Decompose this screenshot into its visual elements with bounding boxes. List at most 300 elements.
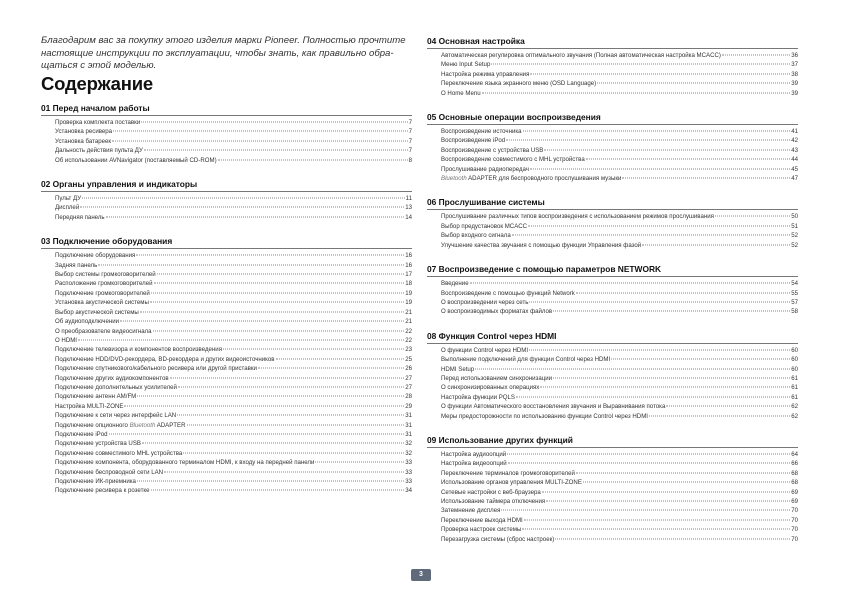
toc-section [427, 36, 798, 98]
section-title[interactable]: 01 Перед началом работы [41, 103, 412, 116]
toc-entry[interactable] [427, 478, 798, 487]
toc-entry[interactable] [427, 212, 798, 221]
toc-entry-label [41, 458, 314, 467]
dot-leader [722, 55, 790, 56]
toc-entry-label [41, 298, 149, 307]
toc-entry-text: Настройка режима управления [441, 70, 530, 78]
toc-entry[interactable] [41, 270, 412, 279]
dot-leader [157, 274, 405, 275]
toc-entry-label [427, 241, 641, 250]
toc-entry-text: Воспроизведение совместимого с MHL устройства [441, 156, 585, 164]
toc-column-left [41, 103, 412, 510]
dot-leader [315, 462, 404, 463]
toc-entry[interactable] [41, 383, 412, 392]
toc-entry-label [41, 270, 156, 279]
toc-entry-page: 23 [405, 346, 412, 354]
toc-entry-page: 14 [405, 213, 412, 221]
intro-line: щаться с этой моделью. [41, 60, 157, 72]
bluetooth-brand-text: Bluetooth [129, 421, 156, 429]
toc-entry[interactable] [41, 430, 412, 439]
toc-entry[interactable] [427, 79, 798, 88]
dot-leader [544, 149, 790, 150]
toc-entry-text: Передняя панель [55, 213, 105, 221]
toc-entry-text: Воспроизведение с устройства USB [441, 146, 544, 154]
dot-leader [715, 216, 790, 217]
toc-entry-page: 19 [405, 299, 412, 307]
toc-entry-page: 64 [791, 450, 798, 458]
toc-entry-label [41, 251, 135, 260]
dot-leader [78, 339, 404, 340]
toc-entry-page: 44 [791, 156, 798, 164]
toc-entry-text: Переключение языка экранного меню (OSD Language) [441, 80, 597, 88]
toc-section [41, 179, 412, 222]
section-title[interactable]: 08 Функция Control через HDMI [427, 331, 798, 344]
toc-entry-label [41, 289, 150, 298]
toc-entry-text: Дальность действия пульта ДУ [55, 147, 143, 155]
toc-entry-text: Подключение к сети через интерфейс LAN [55, 412, 177, 420]
dot-leader [475, 368, 790, 369]
toc-entry-label [41, 383, 177, 392]
dot-leader [137, 396, 404, 397]
toc-entry-label [427, 346, 528, 355]
toc-entry-text: Введение [441, 280, 469, 288]
toc-entry-page: 33 [405, 468, 412, 476]
toc-entry[interactable] [427, 469, 798, 478]
dot-leader [120, 321, 404, 322]
toc-entry[interactable] [427, 241, 798, 250]
toc-entry-label [427, 393, 515, 402]
dot-leader [141, 122, 407, 123]
dot-leader [491, 64, 790, 65]
section-title[interactable]: 07 Воспроизведение с помощью параметров NETWORK [427, 264, 798, 277]
toc-entry[interactable] [427, 231, 798, 240]
dot-leader [136, 255, 404, 256]
dot-leader [642, 244, 790, 245]
toc-entry-page: 60 [791, 365, 798, 373]
toc-entry-label [41, 421, 186, 430]
toc-entry[interactable] [41, 251, 412, 260]
toc-entry-text: Перед использованием синхронизации [441, 374, 553, 382]
toc-entry[interactable] [41, 308, 412, 317]
toc-entry[interactable] [41, 261, 412, 270]
toc-entry-text: Подключение громкоговорителей [55, 289, 150, 297]
toc-entry-label [41, 336, 77, 345]
dot-leader [583, 482, 790, 483]
dot-leader [553, 311, 790, 312]
toc-entry-page: 69 [791, 498, 798, 505]
toc-entry[interactable] [41, 392, 412, 401]
toc-entry-page: 21 [405, 318, 412, 326]
toc-section [41, 236, 412, 496]
toc-entry-page: 69 [791, 488, 798, 496]
dot-leader [151, 490, 405, 491]
toc-entry-text: Меры предосторожности по использованию функции Control через HDMI [441, 412, 648, 420]
toc-entry[interactable] [427, 51, 798, 60]
dot-leader [82, 198, 405, 199]
toc-entry-page: 17 [405, 271, 412, 279]
dot-leader [597, 83, 790, 84]
toc-entry[interactable] [427, 289, 798, 298]
section-title[interactable]: 09 Использование других функций [427, 435, 798, 448]
toc-section [41, 103, 412, 165]
dot-leader [524, 519, 790, 520]
toc-entry[interactable] [427, 412, 798, 421]
toc-entry-label [427, 298, 528, 307]
toc-entry-label [427, 497, 545, 506]
section-title[interactable]: 04 Основная настройка [427, 36, 798, 49]
dot-leader [649, 415, 790, 416]
toc-entry-text: Меню Input Setup [441, 61, 491, 69]
toc-entry-label [427, 165, 529, 174]
toc-entry-text: Подключение спутникового/кабельного ресивера или другой приставки [55, 365, 257, 373]
toc-entry-page: 26 [405, 365, 412, 373]
toc-entry-text: Подключение компонента, оборудованного терминалом HDMI, к входу на передней панели [55, 459, 315, 467]
toc-entry[interactable] [41, 289, 412, 298]
toc-entry-page: 27 [405, 383, 412, 391]
toc-entry-page: 16 [405, 261, 412, 269]
dot-leader [142, 443, 404, 444]
toc-entry[interactable] [41, 146, 412, 155]
toc-entry[interactable] [41, 298, 412, 307]
dot-leader [501, 510, 790, 511]
toc-entry[interactable] [427, 70, 798, 79]
toc-entry[interactable] [427, 374, 798, 383]
toc-entry[interactable] [427, 307, 798, 316]
toc-entry[interactable] [41, 355, 412, 364]
toc-entry-text: Переключение выхода HDMI [441, 516, 523, 524]
toc-entry-label [427, 155, 585, 164]
toc-entry[interactable] [41, 127, 412, 136]
dot-leader [512, 235, 790, 236]
toc-entry-text: Подключение других аудиокомпонентов [55, 374, 169, 382]
toc-entry[interactable] [427, 535, 798, 544]
toc-entry[interactable] [41, 364, 412, 373]
toc-entry[interactable] [427, 298, 798, 307]
toc-entry[interactable] [427, 365, 798, 374]
toc-entry-label [427, 146, 543, 155]
toc-entry-label [427, 79, 596, 88]
toc-entry-text: Использование таймера отключения [441, 498, 546, 505]
toc-entry[interactable] [427, 279, 798, 288]
toc-entry-label [41, 411, 176, 420]
toc-entry-label [427, 365, 474, 374]
toc-entry[interactable] [41, 439, 412, 448]
toc-entry-page: 19 [405, 289, 412, 297]
toc-entry-page: 39 [791, 89, 798, 97]
toc-entry-text: Установка ресивера [55, 128, 113, 136]
toc-entry-label [41, 392, 136, 401]
toc-entry-page: 21 [405, 308, 412, 316]
toc-entry[interactable] [427, 393, 798, 402]
toc-entry-label [41, 118, 140, 127]
toc-entry[interactable] [427, 450, 798, 459]
toc-entry-page: 34 [405, 487, 412, 495]
dot-leader [553, 377, 790, 378]
toc-entry-text: Настройка видеоопций [441, 460, 507, 468]
toc-entry-label [427, 402, 665, 411]
toc-section [427, 197, 798, 250]
toc-entry-label [427, 488, 541, 497]
dot-leader [586, 159, 791, 160]
page-number-badge: 3 [411, 569, 431, 581]
toc-entry[interactable] [427, 506, 798, 515]
toc-entry-page: 29 [405, 402, 412, 410]
toc-entry[interactable] [41, 279, 412, 288]
toc-entry-page: 42 [791, 137, 798, 145]
dot-leader [522, 529, 790, 530]
toc-entry-text: Настройка MULTI-ZONE [55, 402, 124, 410]
dot-leader [542, 491, 790, 492]
toc-entry-label [427, 478, 582, 487]
toc-entry-page: 57 [791, 298, 798, 306]
toc-entry-text: Об аудиоподключении [55, 318, 120, 326]
toc-entry-page: 70 [791, 516, 798, 524]
toc-entry[interactable] [41, 203, 412, 212]
toc-entry-label [427, 127, 522, 136]
toc-entry-page: 62 [791, 412, 798, 420]
toc-entry-page: 55 [791, 289, 798, 297]
dot-leader [546, 501, 790, 502]
toc-entry-label [41, 355, 275, 364]
toc-entry[interactable] [41, 486, 412, 495]
toc-entry[interactable] [41, 421, 412, 430]
toc-entry[interactable] [427, 525, 798, 534]
dot-leader [523, 131, 791, 132]
toc-entry-text: Воспроизведение с помощью функций Network [441, 289, 575, 297]
toc-entry-text: Подключение совместимого MHL устройства [55, 449, 183, 457]
toc-entry[interactable] [41, 402, 412, 411]
section-title[interactable]: 03 Подключение оборудования [41, 236, 412, 249]
toc-entry-label [41, 279, 153, 288]
toc-entry[interactable] [427, 355, 798, 364]
toc-entry-label [41, 327, 152, 336]
toc-entry-label [41, 477, 136, 486]
toc-entry-label [427, 535, 554, 544]
toc-entry[interactable] [427, 346, 798, 355]
toc-entry-label [427, 383, 539, 392]
toc-entry-label [427, 51, 721, 60]
toc-section [427, 435, 798, 544]
toc-entry-page: 36 [791, 52, 798, 59]
toc-entry[interactable] [41, 317, 412, 326]
toc-entry-page: 47 [791, 175, 798, 183]
toc-entry[interactable] [41, 477, 412, 486]
toc-entry-label [41, 156, 217, 165]
toc-entry-text: Перезагрузка системы (сброс настроек) [441, 535, 555, 543]
toc-entry-text: Задняя панель [55, 261, 98, 269]
toc-entry-label [427, 412, 648, 421]
dot-leader [530, 168, 790, 169]
dot-leader [611, 359, 790, 360]
toc-entry-label [41, 137, 111, 146]
toc-entry-label [41, 364, 257, 373]
toc-entry-page: 11 [405, 195, 412, 203]
toc-entry-page: 7 [408, 147, 412, 155]
toc-entry[interactable] [427, 89, 798, 98]
toc-entry-label [41, 317, 119, 326]
dot-leader [164, 471, 404, 472]
toc-entry-page: 31 [405, 421, 412, 429]
toc-entry-label [41, 213, 105, 222]
toc-entry[interactable] [41, 468, 412, 477]
toc-entry-label [41, 374, 169, 383]
toc-entry-page: 50 [791, 213, 798, 221]
dot-leader [540, 387, 790, 388]
toc-entry[interactable] [427, 174, 798, 183]
dot-leader [178, 386, 404, 387]
intro-text [41, 35, 421, 73]
toc-entry-page: 32 [405, 449, 412, 457]
toc-entry-page: 39 [791, 80, 798, 88]
toc-entry[interactable] [41, 156, 412, 165]
toc-entry[interactable] [41, 411, 412, 420]
toc-entry-label [41, 194, 81, 203]
toc-entry[interactable] [427, 146, 798, 155]
dot-leader [507, 453, 790, 454]
toc-entry[interactable] [427, 127, 798, 136]
dot-leader [516, 396, 790, 397]
toc-entry-page: 70 [791, 526, 798, 534]
toc-entry-text: Подключение ИК-приемника [55, 478, 136, 485]
dot-leader [576, 472, 790, 473]
dot-leader [187, 424, 405, 425]
toc-entry[interactable] [427, 60, 798, 69]
toc-entry-label [427, 136, 505, 145]
toc-entry-label [41, 146, 143, 155]
dot-leader [223, 349, 404, 350]
toc-entry-label [427, 374, 552, 383]
toc-entry-text: Подключение дополнительных усилителей [55, 383, 177, 391]
toc-entry-text: Воспроизведение iPod [441, 137, 506, 145]
toc-entry-page: 7 [408, 137, 412, 145]
toc-entry-text: Выбор системы громкоговорителей [55, 271, 156, 279]
toc-entry-page: 51 [791, 222, 798, 230]
dot-leader [506, 140, 790, 141]
toc-entry-label [427, 212, 714, 221]
toc-entry[interactable] [41, 336, 412, 345]
toc-entry-page: 7 [408, 119, 412, 126]
toc-entry-text: Подключение оборудования [55, 252, 136, 260]
toc-entry[interactable] [41, 118, 412, 127]
toc-entry[interactable] [41, 345, 412, 354]
toc-entry-page: 54 [791, 280, 798, 288]
section-title[interactable]: 02 Органы управления и индикаторы [41, 179, 412, 192]
toc-entry[interactable] [427, 155, 798, 164]
toc-entry-page: 13 [405, 204, 412, 212]
toc-entry-text: Прослушивание радиопередач [441, 165, 529, 173]
toc-entry[interactable] [41, 194, 412, 203]
toc-entry-text: Сетевые настройки с веб-браузера [441, 488, 541, 496]
dot-leader [666, 406, 790, 407]
toc-entry-text: О воспроизведении через сеть [441, 298, 529, 306]
dot-leader [470, 283, 791, 284]
toc-entry[interactable] [427, 459, 798, 468]
toc-entry[interactable] [427, 383, 798, 392]
toc-entry-text: Затемнение дисплея [441, 507, 501, 515]
dot-leader [258, 368, 404, 369]
toc-entry-page: 45 [791, 165, 798, 173]
dot-leader [98, 264, 404, 265]
dot-leader [154, 283, 405, 284]
toc-entry-label [41, 308, 139, 317]
toc-entry-page: 68 [791, 469, 798, 477]
toc-entry-text: Настройка функции PQLS [441, 393, 515, 401]
toc-entry-page: 60 [791, 346, 798, 354]
toc-entry[interactable] [427, 222, 798, 231]
toc-entry-page: 43 [791, 146, 798, 154]
toc-column-right [427, 36, 798, 558]
toc-entry-page: 28 [405, 393, 412, 401]
dot-leader [529, 301, 790, 302]
toc-section [427, 264, 798, 317]
toc-entry-page: 68 [791, 479, 798, 487]
toc-entry-text: Автоматическая регулировка оптимального звучания (Полная автоматическая настройка MCACC) [441, 52, 721, 59]
toc-entry-text: Выбор акустической системы [55, 308, 139, 316]
toc-entry-label [41, 486, 150, 495]
toc-entry-label [427, 289, 575, 298]
toc-entry-page: 25 [405, 355, 412, 363]
toc-entry-label [41, 203, 79, 212]
toc-entry-text: Подключение беспроводной сети LAN [55, 468, 164, 476]
toc-entry-label [41, 468, 163, 477]
toc-entry-text: Прослушивание различных типов воспроизведения с использованием режимов прослушивания [441, 213, 714, 221]
toc-entry-text: Установка батареек [55, 137, 112, 145]
toc-entry[interactable] [427, 136, 798, 145]
toc-entry[interactable] [427, 497, 798, 506]
toc-entry-text: Выбор предустановок MCACC [441, 222, 528, 230]
toc-entry-text: Выполнение подключений для функции Control через HDMI [441, 356, 611, 364]
toc-entry[interactable] [41, 213, 412, 222]
toc-entry-label [41, 430, 108, 439]
toc-entry-page: 31 [405, 412, 412, 420]
toc-entry[interactable] [41, 449, 412, 458]
dot-leader [276, 358, 405, 359]
dot-leader [113, 131, 408, 132]
toc-entry-label [41, 449, 182, 458]
intro-line: Благодарим вас за покупку этого изделия марки Pioneer. Полностью прочтите [41, 35, 406, 46]
toc-entry-page: 33 [405, 478, 412, 485]
dot-leader [218, 159, 408, 160]
toc-entry[interactable] [41, 327, 412, 336]
toc-entry-text: Переключение терминалов громкоговорителей [441, 469, 575, 477]
toc-entry-label [427, 516, 523, 525]
toc-entry[interactable] [41, 374, 412, 383]
toc-entry[interactable] [427, 488, 798, 497]
toc-entry-text: О функции Control через HDMI [441, 346, 529, 354]
toc-entry-page: 32 [405, 440, 412, 448]
dot-leader [482, 92, 791, 93]
toc-entry-text: Расположение громкоговорителей [55, 280, 153, 288]
toc-entry-label [41, 345, 222, 354]
toc-entry-page: 52 [791, 241, 798, 249]
toc-entry[interactable] [427, 165, 798, 174]
toc-entry-page: 22 [405, 336, 412, 344]
section-title[interactable]: 06 Прослушивание системы [427, 197, 798, 210]
toc-entry[interactable] [427, 402, 798, 411]
toc-entry-page: 61 [791, 374, 798, 382]
toc-entry-page: 70 [791, 507, 798, 515]
toc-entry[interactable] [41, 137, 412, 146]
toc-entry-text: Дисплей [55, 204, 80, 212]
dot-leader [106, 216, 405, 217]
toc-entry-label [427, 89, 481, 98]
section-title[interactable]: 05 Основные операции воспроизведения [427, 112, 798, 125]
toc-entry-label [427, 279, 469, 288]
dot-leader [124, 405, 404, 406]
toc-entry[interactable] [41, 458, 412, 467]
toc-entry[interactable] [427, 516, 798, 525]
toc-entry-text: Подключение HDD/DVD-рекордера, BD-рекордера и других видеоисточников [55, 355, 275, 363]
